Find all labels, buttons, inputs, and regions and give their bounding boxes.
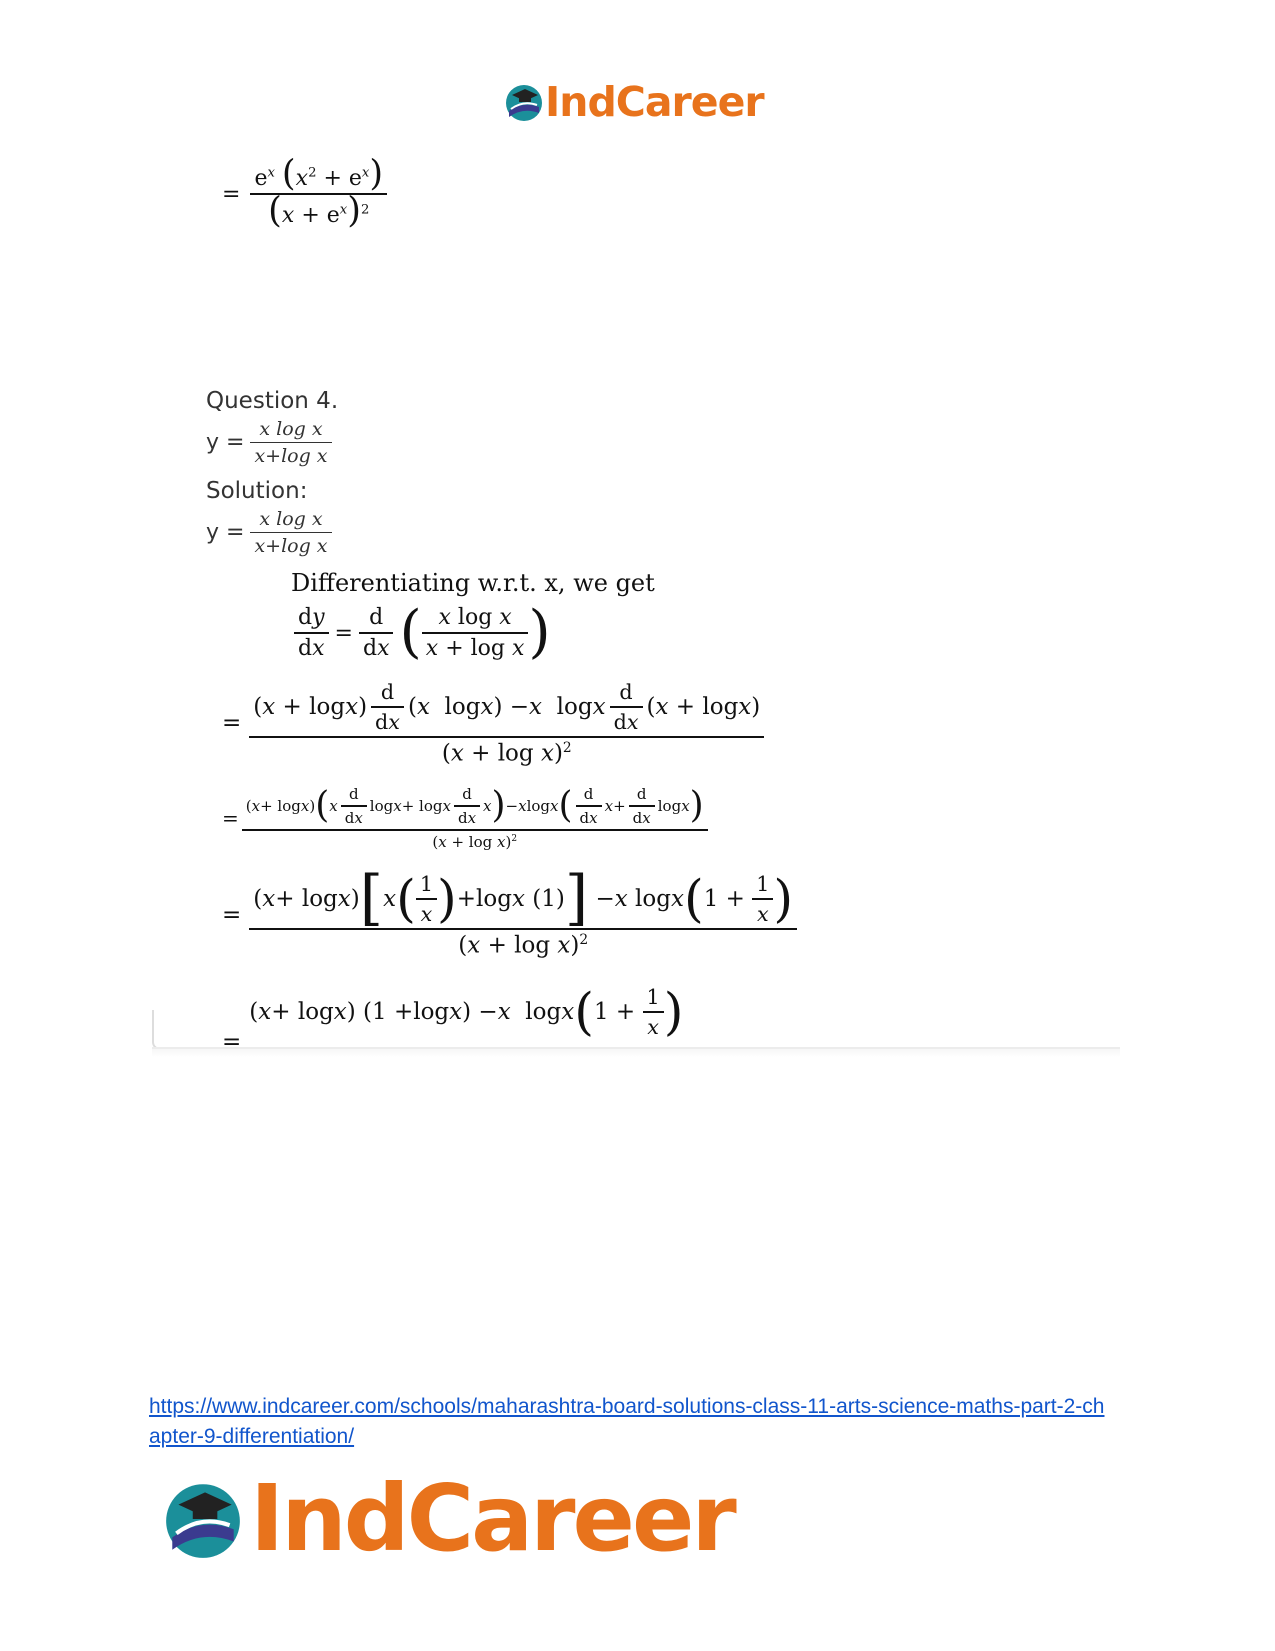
y-equals: y = xyxy=(206,520,245,545)
differentiating-text: Differentiating w.r.t. x, we get xyxy=(291,569,655,597)
y-equals: y = xyxy=(206,430,245,455)
derivative-setup: $\frac{dy}{dx}$ = $\frac{d}{dx}$ ( $\frac{\text{x log x}}{\text{x + log x}}$ ) xyxy=(294,605,551,661)
y-denominator: x+log x xyxy=(254,445,328,467)
solution-label: Solution: xyxy=(206,478,308,504)
equation-result-previous: = $\frac{e^x (x^2 + e^x)}{(x + e^x)^2}$ xyxy=(222,160,387,228)
header-logo xyxy=(503,78,764,126)
simplified-step: = ( x + log x ) [ x ( $\frac{1}{x}$ ) +log x (1) ] − x log x ( 1 + $\frac{1}{x}$ ) $(x + \log x)^2$ xyxy=(222,872,797,959)
logo-wordmark: IndCareer xyxy=(250,1465,734,1572)
y-numerator: x log x xyxy=(259,418,323,440)
footer-link[interactable]: https://www.indcareer.com/schools/maharashtra-board-solutions-class-11-arts-science-maths-part-2-chapter-9-differentiation/ xyxy=(149,1395,1105,1448)
y-numerator: x log x xyxy=(259,508,323,530)
logo-wordmark: IndCareer xyxy=(545,78,764,126)
quotient-rule-step: = ( x + log x ) $\frac{d}{dx}$ ( x log x ) − x log x $\frac{d}{dx}$ ( x + log x ) $(x + \log x)^2$ xyxy=(222,680,764,767)
crop-corner-mark xyxy=(152,1010,174,1050)
solution-equation xyxy=(206,508,332,557)
y-denominator: x+log x xyxy=(254,535,328,557)
product-rule-step: = ( x + log x ) ( x $\frac{d}{dx}$ log x + log x $\frac{d}{dx}$ x ) − x log x ( $\frac{d}{dx}$ x + $\frac{d}{dx}$ log x ) $(x + \log x)^2$ xyxy=(222,785,708,851)
graduation-cap-book-icon xyxy=(160,1476,246,1562)
graduation-cap-book-icon xyxy=(503,81,545,123)
footer-logo xyxy=(160,1465,734,1572)
question-label: Question 4. xyxy=(206,388,339,414)
crop-edge xyxy=(152,1047,1120,1057)
truncated-step: = ( x + log x ) (1 +log x ) − x log x ( 1 + $\frac{1}{x}$ ) xyxy=(222,985,684,1047)
question-equation xyxy=(206,418,332,467)
